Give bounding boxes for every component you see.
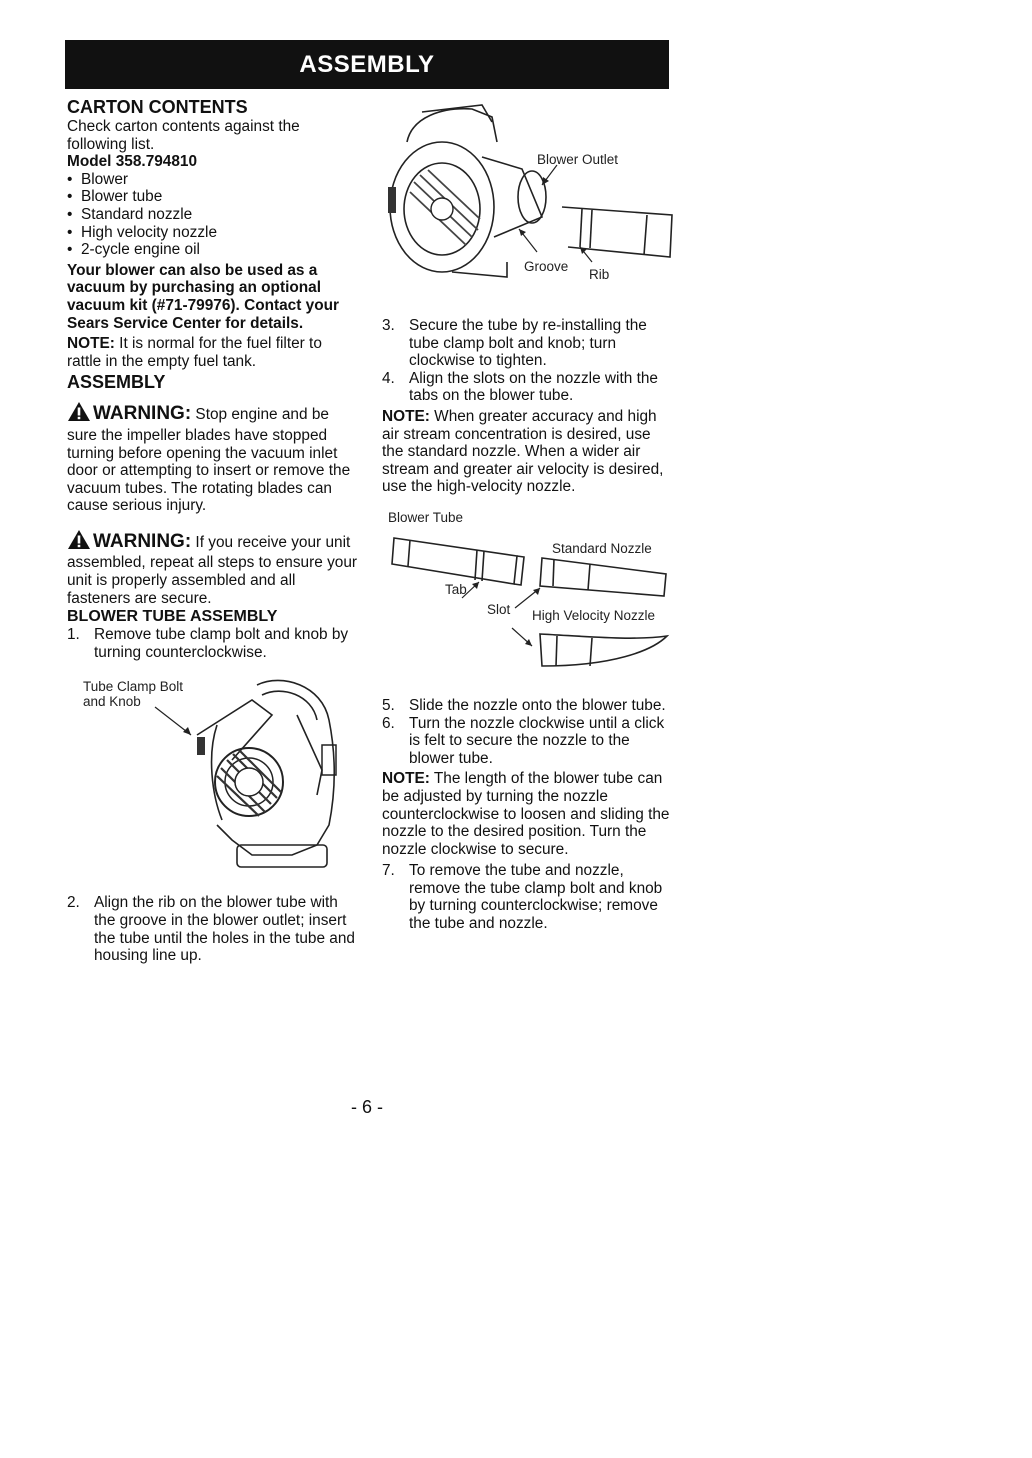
step-1: 1. Remove tube clamp bolt and knob by turning counterclockwise. <box>67 626 349 661</box>
page-title: ASSEMBLY <box>299 50 435 78</box>
blower-tube-assembly-heading: BLOWER TUBE ASSEMBLY <box>67 608 278 626</box>
page-number: - 6 - <box>350 1097 383 1117</box>
warning-assembled <box>67 529 359 607</box>
carton-contents-heading: CARTON CONTENTS <box>67 97 248 117</box>
assembly-heading: ASSEMBLY <box>67 372 166 393</box>
step-3: 3. Secure the tube by re-installing the tube clamp bolt and knob; turn clockwise to tighten. <box>382 317 647 370</box>
warning-label: WARNING: <box>93 403 192 425</box>
warning-triangle-icon <box>67 529 91 555</box>
carton-intro: Check carton contents against the following list. <box>67 118 300 153</box>
figure-label-tab: Tab <box>445 581 467 597</box>
steps-list <box>382 317 674 405</box>
section-banner <box>65 40 669 89</box>
list-item: • Standard nozzle <box>67 206 359 224</box>
fuel-filter-note <box>67 335 359 370</box>
figure-label-high-velocity-nozzle: High Velocity Nozzle <box>532 607 656 623</box>
note-label: NOTE: <box>382 407 430 425</box>
carton-list <box>67 171 359 259</box>
figure-tube-clamp-bolt <box>67 675 359 880</box>
warning-text: Stop engine and be sure the impeller blades have stopped turning before opening the vacuum inlet door or attempting to insert or remove the vacuum tubes. The rotating blades can cause serious injury. <box>67 406 351 515</box>
model-number: Model 358.794810 <box>67 153 198 171</box>
list-item: • Blower tube <box>67 188 359 206</box>
step-5: 5. Slide the nozzle onto the blower tube. <box>382 696 666 714</box>
list-item: • High velocity nozzle <box>67 224 359 242</box>
nozzle-note <box>382 408 674 496</box>
warning-label: WARNING: <box>93 530 192 552</box>
step-2: 2. Align the rib on the blower tube with the groove in the blower outlet; insert the tube until the holes in the tube and housing line up. <box>67 894 355 965</box>
list-item: • 2-cycle engine oil <box>67 241 359 259</box>
warning-stop-engine <box>67 401 359 515</box>
step-4: 4. Align the slots on the nozzle with the tabs on the blower tube. <box>382 369 658 405</box>
note-label: NOTE: <box>382 770 430 788</box>
left-column <box>67 97 359 965</box>
note-text: When greater accuracy and high air stream concentration is desired, use the standard nozzle. When a wider air stream and greater air velocity is desired, use the high-velocity nozzle. <box>382 407 664 496</box>
figure-label-groove: Groove <box>524 259 569 274</box>
vacuum-kit-note: Your blower can also be used as a vacuum by purchasing an optional vacuum kit (#71-79976). Contact your Sears Service Center for details. <box>67 261 339 332</box>
figure-tube-and-nozzles <box>382 509 674 691</box>
steps-list <box>382 862 674 932</box>
note-text: The length of the blower tube can be adjusted by turning the nozzle counterclockwise to loosen and sliding the nozzle to the desired position. Turn the nozzle clockwise to secure. <box>382 770 670 858</box>
tube-length-note <box>382 770 674 858</box>
warning-triangle-icon <box>67 401 91 427</box>
figure-label-blower-tube: Blower Tube <box>388 509 464 525</box>
note-text: It is normal for the fuel filter to rattle in the empty fuel tank. <box>67 335 322 370</box>
figure-label-blower-outlet: Blower Outlet <box>537 152 619 167</box>
steps-list <box>67 894 359 964</box>
note-label: NOTE: <box>67 335 115 353</box>
step-7: 7. To remove the tube and nozzle, remove the tube clamp bolt and knob by turning counterclockwise; remove the tube and nozzle. <box>382 862 663 933</box>
figure-label-standard-nozzle: Standard Nozzle <box>552 540 652 556</box>
figure-blower-outlet <box>382 97 674 317</box>
right-column <box>382 97 674 933</box>
steps-list <box>67 626 359 661</box>
steps-list <box>382 697 674 767</box>
step-6: 6. Turn the nozzle clockwise until a click is felt to secure the nozzle to the blower tube. <box>382 714 665 767</box>
figure-label-tube-clamp: Tube Clamp Bolt and Knob <box>83 679 184 710</box>
warning-text: If you receive your unit assembled, repeat all steps to ensure your unit is properly assembled and all fasteners are secure. <box>67 533 358 607</box>
list-item: • Blower <box>67 171 359 189</box>
figure-label-slot: Slot <box>487 601 511 617</box>
figure-label-rib: Rib <box>589 267 610 282</box>
